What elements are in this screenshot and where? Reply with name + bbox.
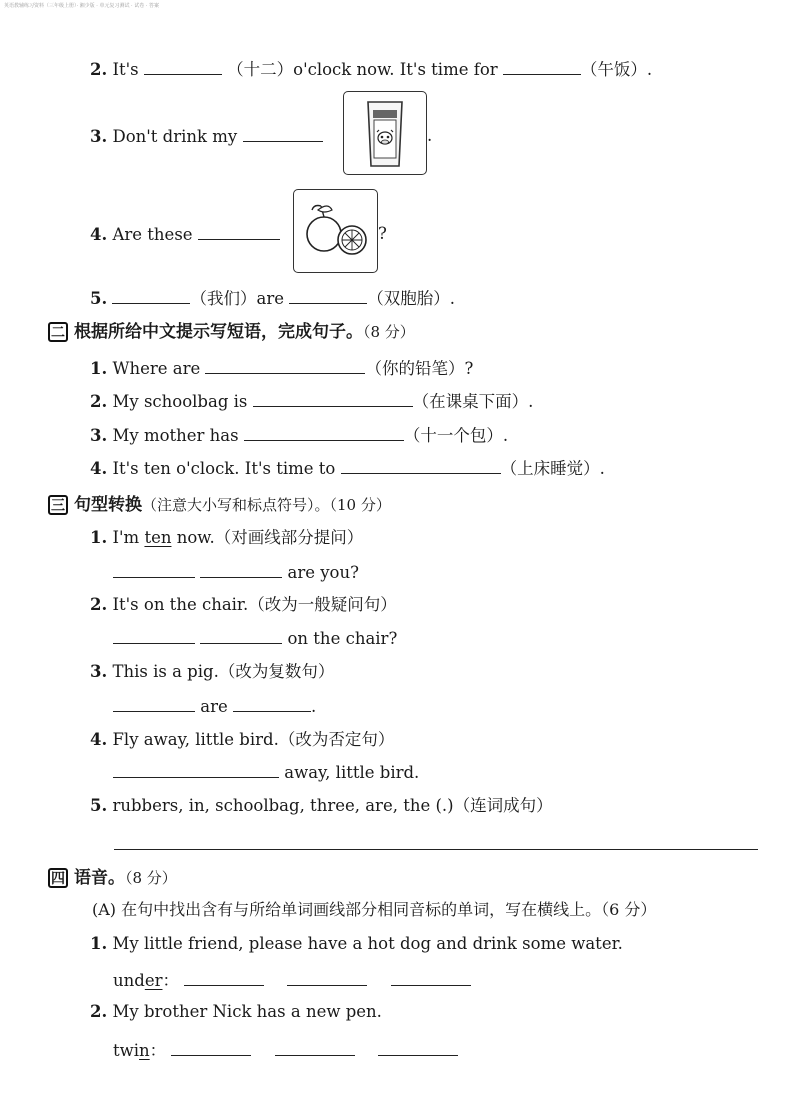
answer-text: are you? xyxy=(287,563,359,582)
section-title: 语音。 xyxy=(74,868,125,888)
answer-blank[interactable] xyxy=(113,561,195,578)
question-text: （上床睡觉）. xyxy=(500,459,605,478)
answer-blank[interactable] xyxy=(243,125,323,142)
question-text: It's on the chair.（改为一般疑问句） xyxy=(112,595,397,614)
answer-text: on the chair? xyxy=(287,629,398,648)
s3-question-4 xyxy=(90,729,394,751)
underlined-word: ten xyxy=(144,528,172,547)
question-4 xyxy=(90,223,280,246)
question-4-end: ? xyxy=(378,224,387,243)
s4-question-2 xyxy=(90,1001,382,1023)
question-number: 1. xyxy=(90,934,108,953)
question-text: Fly away, little bird.（改为否定句） xyxy=(112,730,395,749)
answer-blank[interactable] xyxy=(144,58,222,75)
question-text: My little friend, please have a hot dog and drink some water. xyxy=(112,934,623,953)
answer-blank[interactable] xyxy=(378,1039,458,1056)
section-title: 句型转换 xyxy=(74,495,142,515)
section-4-heading xyxy=(48,867,177,889)
s3-question-5 xyxy=(90,795,553,817)
answer-text: are xyxy=(200,697,228,716)
question-3-end: . xyxy=(427,126,433,145)
answer-blank[interactable] xyxy=(287,969,367,986)
milk-glass-icon xyxy=(344,92,426,174)
question-2 xyxy=(90,58,652,81)
answer-text: away, little bird. xyxy=(284,763,420,782)
answer-text: . xyxy=(311,697,317,716)
question-number: 2. xyxy=(90,392,108,411)
answer-blank[interactable] xyxy=(244,424,404,441)
section-number: 四 xyxy=(48,868,68,888)
answer-blank[interactable] xyxy=(503,58,581,75)
question-text: I'm xyxy=(112,528,140,547)
milk-glass-picture xyxy=(343,91,427,175)
question-text: （你的铅笔）? xyxy=(365,359,474,378)
s3-answer-2 xyxy=(113,627,397,650)
question-number: 5. xyxy=(90,289,108,308)
question-text: （十一个包）. xyxy=(403,426,509,445)
question-text: （午饭）. xyxy=(580,60,653,79)
question-text: （在课桌下面）. xyxy=(412,392,534,411)
colon: ： xyxy=(149,1041,167,1060)
question-text: This is a pig.（改为复数句） xyxy=(112,662,335,681)
s2-question-1 xyxy=(90,357,473,380)
section-score: （10 分） xyxy=(329,496,391,514)
section-note: （注意大小写和标点符号）。 xyxy=(142,496,330,514)
s3-question-2 xyxy=(90,594,397,616)
question-number: 2. xyxy=(90,60,108,79)
question-number: 4. xyxy=(90,459,108,478)
question-number: 4. xyxy=(90,730,108,749)
question-text: （我们）are xyxy=(190,289,284,308)
oranges-picture xyxy=(293,189,378,273)
answer-blank[interactable] xyxy=(113,761,195,778)
key-word-part: und xyxy=(113,971,145,990)
question-text: （双胞胎）. xyxy=(367,289,455,308)
question-text: Don't drink my xyxy=(112,127,238,146)
question-text: now.（对画线部分提问） xyxy=(176,528,364,547)
s3-answer-4 xyxy=(113,761,419,784)
answer-blank[interactable] xyxy=(171,1039,251,1056)
question-number: 3. xyxy=(90,662,108,681)
s3-answer-3 xyxy=(113,695,316,718)
section-title: 根据所给中文提示写短语，完成句子。 xyxy=(74,322,363,342)
answer-blank[interactable] xyxy=(200,561,282,578)
answer-blank[interactable] xyxy=(195,761,279,778)
question-text: It's xyxy=(112,60,139,79)
key-word xyxy=(113,1041,150,1060)
answer-blank[interactable] xyxy=(391,969,471,986)
answer-blank[interactable] xyxy=(113,627,195,644)
question-text: rubbers, in, schoolbag, three, are, the (.)（连词成句） xyxy=(112,796,553,815)
answer-blank[interactable] xyxy=(113,695,195,712)
s2-question-2 xyxy=(90,390,533,413)
s2-question-3 xyxy=(90,424,508,447)
answer-blank[interactable] xyxy=(200,627,282,644)
s3-question-1 xyxy=(90,527,363,549)
section-number: 二 xyxy=(48,322,68,342)
answer-line[interactable] xyxy=(114,849,758,850)
question-number: 2. xyxy=(90,1002,108,1021)
key-word-underlined: er xyxy=(144,971,163,990)
answer-blank[interactable] xyxy=(184,969,264,986)
answer-blank[interactable] xyxy=(341,457,501,474)
question-number: 3. xyxy=(90,127,108,146)
question-text: My mother has xyxy=(112,426,239,445)
key-word-underlined: n xyxy=(139,1041,150,1060)
s3-question-3 xyxy=(90,661,334,683)
answer-blank[interactable] xyxy=(253,390,413,407)
question-text: My brother Nick has a new pen. xyxy=(112,1002,382,1021)
section-score: （8 分） xyxy=(125,869,177,887)
s2-question-4 xyxy=(90,457,605,480)
s4-answer-2 xyxy=(113,1039,458,1062)
question-number: 5. xyxy=(90,796,108,815)
answer-blank[interactable] xyxy=(205,357,365,374)
question-5 xyxy=(90,287,455,310)
section-4-subheading: (A) 在句中找出含有与所给单词画线部分相同音标的单词，写在横线上。（6 分） xyxy=(92,900,657,919)
section-3-heading xyxy=(48,494,391,516)
question-text: Where are xyxy=(112,359,201,378)
question-number: 4. xyxy=(90,225,108,244)
question-text: It's ten o'clock. It's time to xyxy=(112,459,336,478)
answer-blank[interactable] xyxy=(198,223,280,240)
answer-blank[interactable] xyxy=(275,1039,355,1056)
s4-question-1 xyxy=(90,933,623,955)
question-number: 3. xyxy=(90,426,108,445)
answer-blank[interactable] xyxy=(289,287,367,304)
section-number: 三 xyxy=(48,495,68,515)
s3-answer-1 xyxy=(113,561,359,584)
question-text: My schoolbag is xyxy=(112,392,248,411)
page-header: 英语教辅练习资料（三年级上册）· 湘少版 · 单元复习测试 · 试卷 · 答案 xyxy=(4,3,159,9)
question-text: （十二）o'clock now. It's time for xyxy=(227,60,498,79)
question-number: 2. xyxy=(90,595,108,614)
orange-icon xyxy=(294,190,377,272)
section-score: （8 分） xyxy=(363,323,415,341)
key-word xyxy=(113,971,162,990)
question-number: 1. xyxy=(90,359,108,378)
colon: ： xyxy=(162,971,179,990)
question-3 xyxy=(90,125,323,148)
question-number: 1. xyxy=(90,528,108,547)
answer-blank[interactable] xyxy=(233,695,311,712)
question-text: Are these xyxy=(112,225,193,244)
s4-answer-1 xyxy=(113,969,471,992)
key-word-part: twi xyxy=(113,1041,140,1060)
section-2-heading xyxy=(48,321,415,343)
answer-blank[interactable] xyxy=(112,287,190,304)
